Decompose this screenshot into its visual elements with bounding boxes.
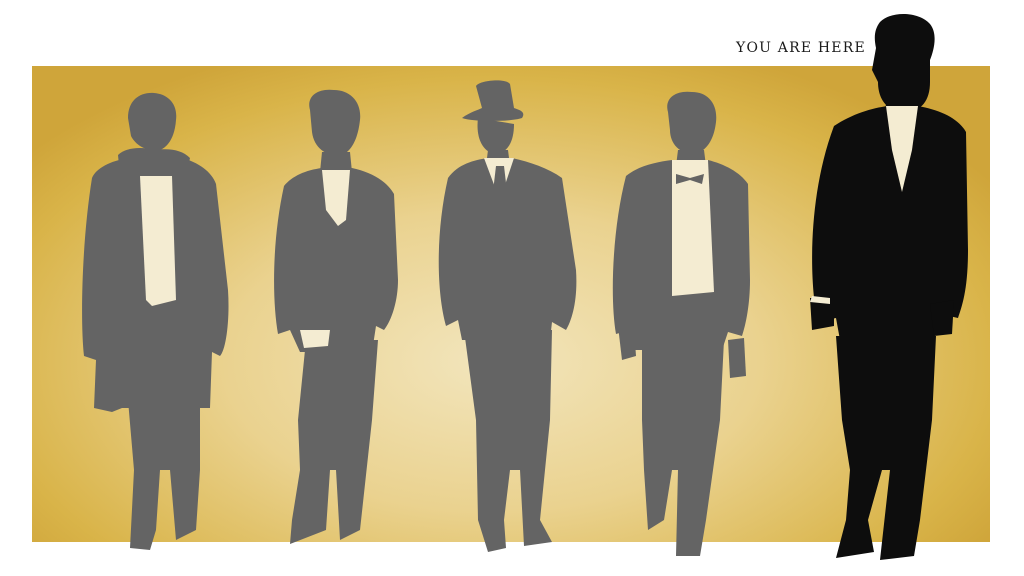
figure-you-are-here <box>810 14 968 560</box>
figure-casual-blazer <box>274 90 398 544</box>
figure-coat-scarf <box>82 93 228 550</box>
figure-bowtie-suit <box>613 92 750 556</box>
figure-fedora-suit <box>439 80 577 552</box>
you-are-here-caption: YOU ARE HERE <box>736 40 866 56</box>
